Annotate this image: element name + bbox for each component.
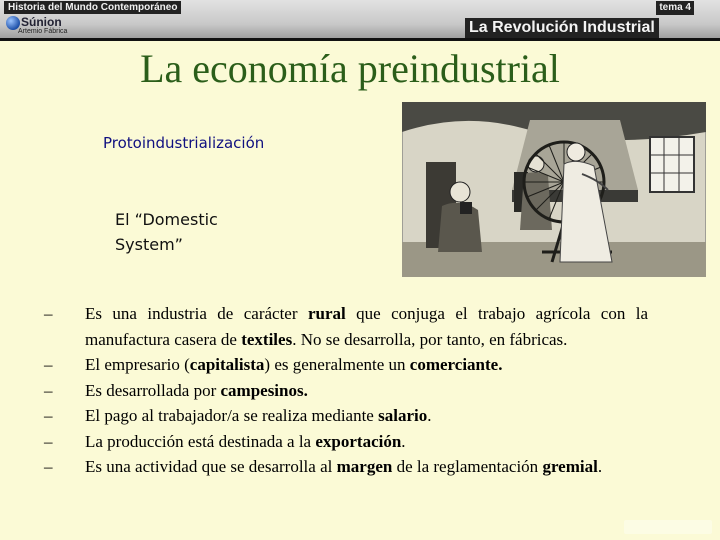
bullet-text	[85, 381, 308, 400]
bullet-text-fragment: .	[427, 406, 432, 425]
list-item	[36, 403, 648, 429]
topic-title: La Revolución Industrial	[465, 18, 659, 38]
bullet-text	[85, 457, 602, 476]
watermark	[624, 520, 712, 534]
bullet-keyword: campesinos.	[220, 380, 308, 400]
bullet-keyword: comerciante.	[409, 355, 503, 374]
bullet-text-fragment: de la reglamentación	[392, 457, 543, 476]
bullet-keyword: exportación	[315, 431, 402, 451]
bullet-text	[85, 355, 502, 374]
bullet-marker: –	[44, 457, 53, 476]
bullet-text-fragment: Es una actividad que se desarrolla al	[85, 457, 337, 476]
bullet-marker: –	[44, 304, 53, 323]
lesson-tag: tema 4	[656, 1, 694, 15]
list-item	[36, 301, 648, 352]
slide-subtitle: Protoindustrialización	[103, 134, 265, 152]
bullet-text-fragment: .	[401, 431, 406, 451]
page-title: La economía preindustrial	[140, 46, 560, 91]
list-item	[36, 429, 648, 455]
bullet-keyword: gremial	[542, 457, 598, 476]
bullet-marker: –	[44, 431, 53, 451]
bullet-text-fragment: . No se desarrolla, por tanto, en fábricas.	[292, 329, 568, 349]
brand-logo	[6, 15, 86, 37]
list-item	[36, 352, 648, 378]
course-title: Historia del Mundo Contemporáneo	[4, 1, 181, 14]
bullet-text-fragment: que conjuga el trabajo agrícola con la manufactura casera de	[85, 304, 649, 349]
bullet-keyword: rural	[307, 304, 346, 323]
header-divider	[0, 38, 720, 41]
bullet-list	[36, 301, 648, 480]
bullet-text	[85, 432, 406, 451]
bullet-keyword: margen	[336, 457, 393, 476]
bullet-text-fragment: ) es generalmente un	[264, 355, 410, 374]
bullet-text-fragment: Es una industria de carácter	[85, 304, 308, 323]
bullet-text-fragment: Es desarrollada por	[85, 380, 221, 400]
bullet-keyword: capitalista	[189, 355, 265, 374]
brand-name: Súnion	[21, 15, 62, 29]
bullet-text-fragment: .	[597, 457, 603, 476]
top-banner	[0, 0, 720, 40]
bullet-text	[85, 406, 431, 425]
spinning-wheel-illustration	[402, 102, 706, 277]
bullet-marker: –	[44, 380, 53, 400]
list-item	[36, 454, 648, 480]
list-item	[36, 378, 648, 404]
bullet-text-fragment: La producción está destinada a la	[85, 431, 316, 451]
bullet-marker: –	[44, 355, 53, 374]
bullet-text	[85, 304, 648, 349]
bullet-text-fragment: El empresario (	[85, 355, 190, 374]
brand-tagline: Artemio Fábrica	[18, 28, 68, 35]
domestic-system-label: El “Domestic System”	[115, 210, 218, 254]
bullet-text-fragment: El pago al trabajador/a se realiza mediante	[85, 406, 379, 425]
bullet-marker: –	[44, 406, 53, 425]
bullet-keyword: salario	[378, 406, 428, 425]
bullet-keyword: textiles	[241, 329, 293, 349]
